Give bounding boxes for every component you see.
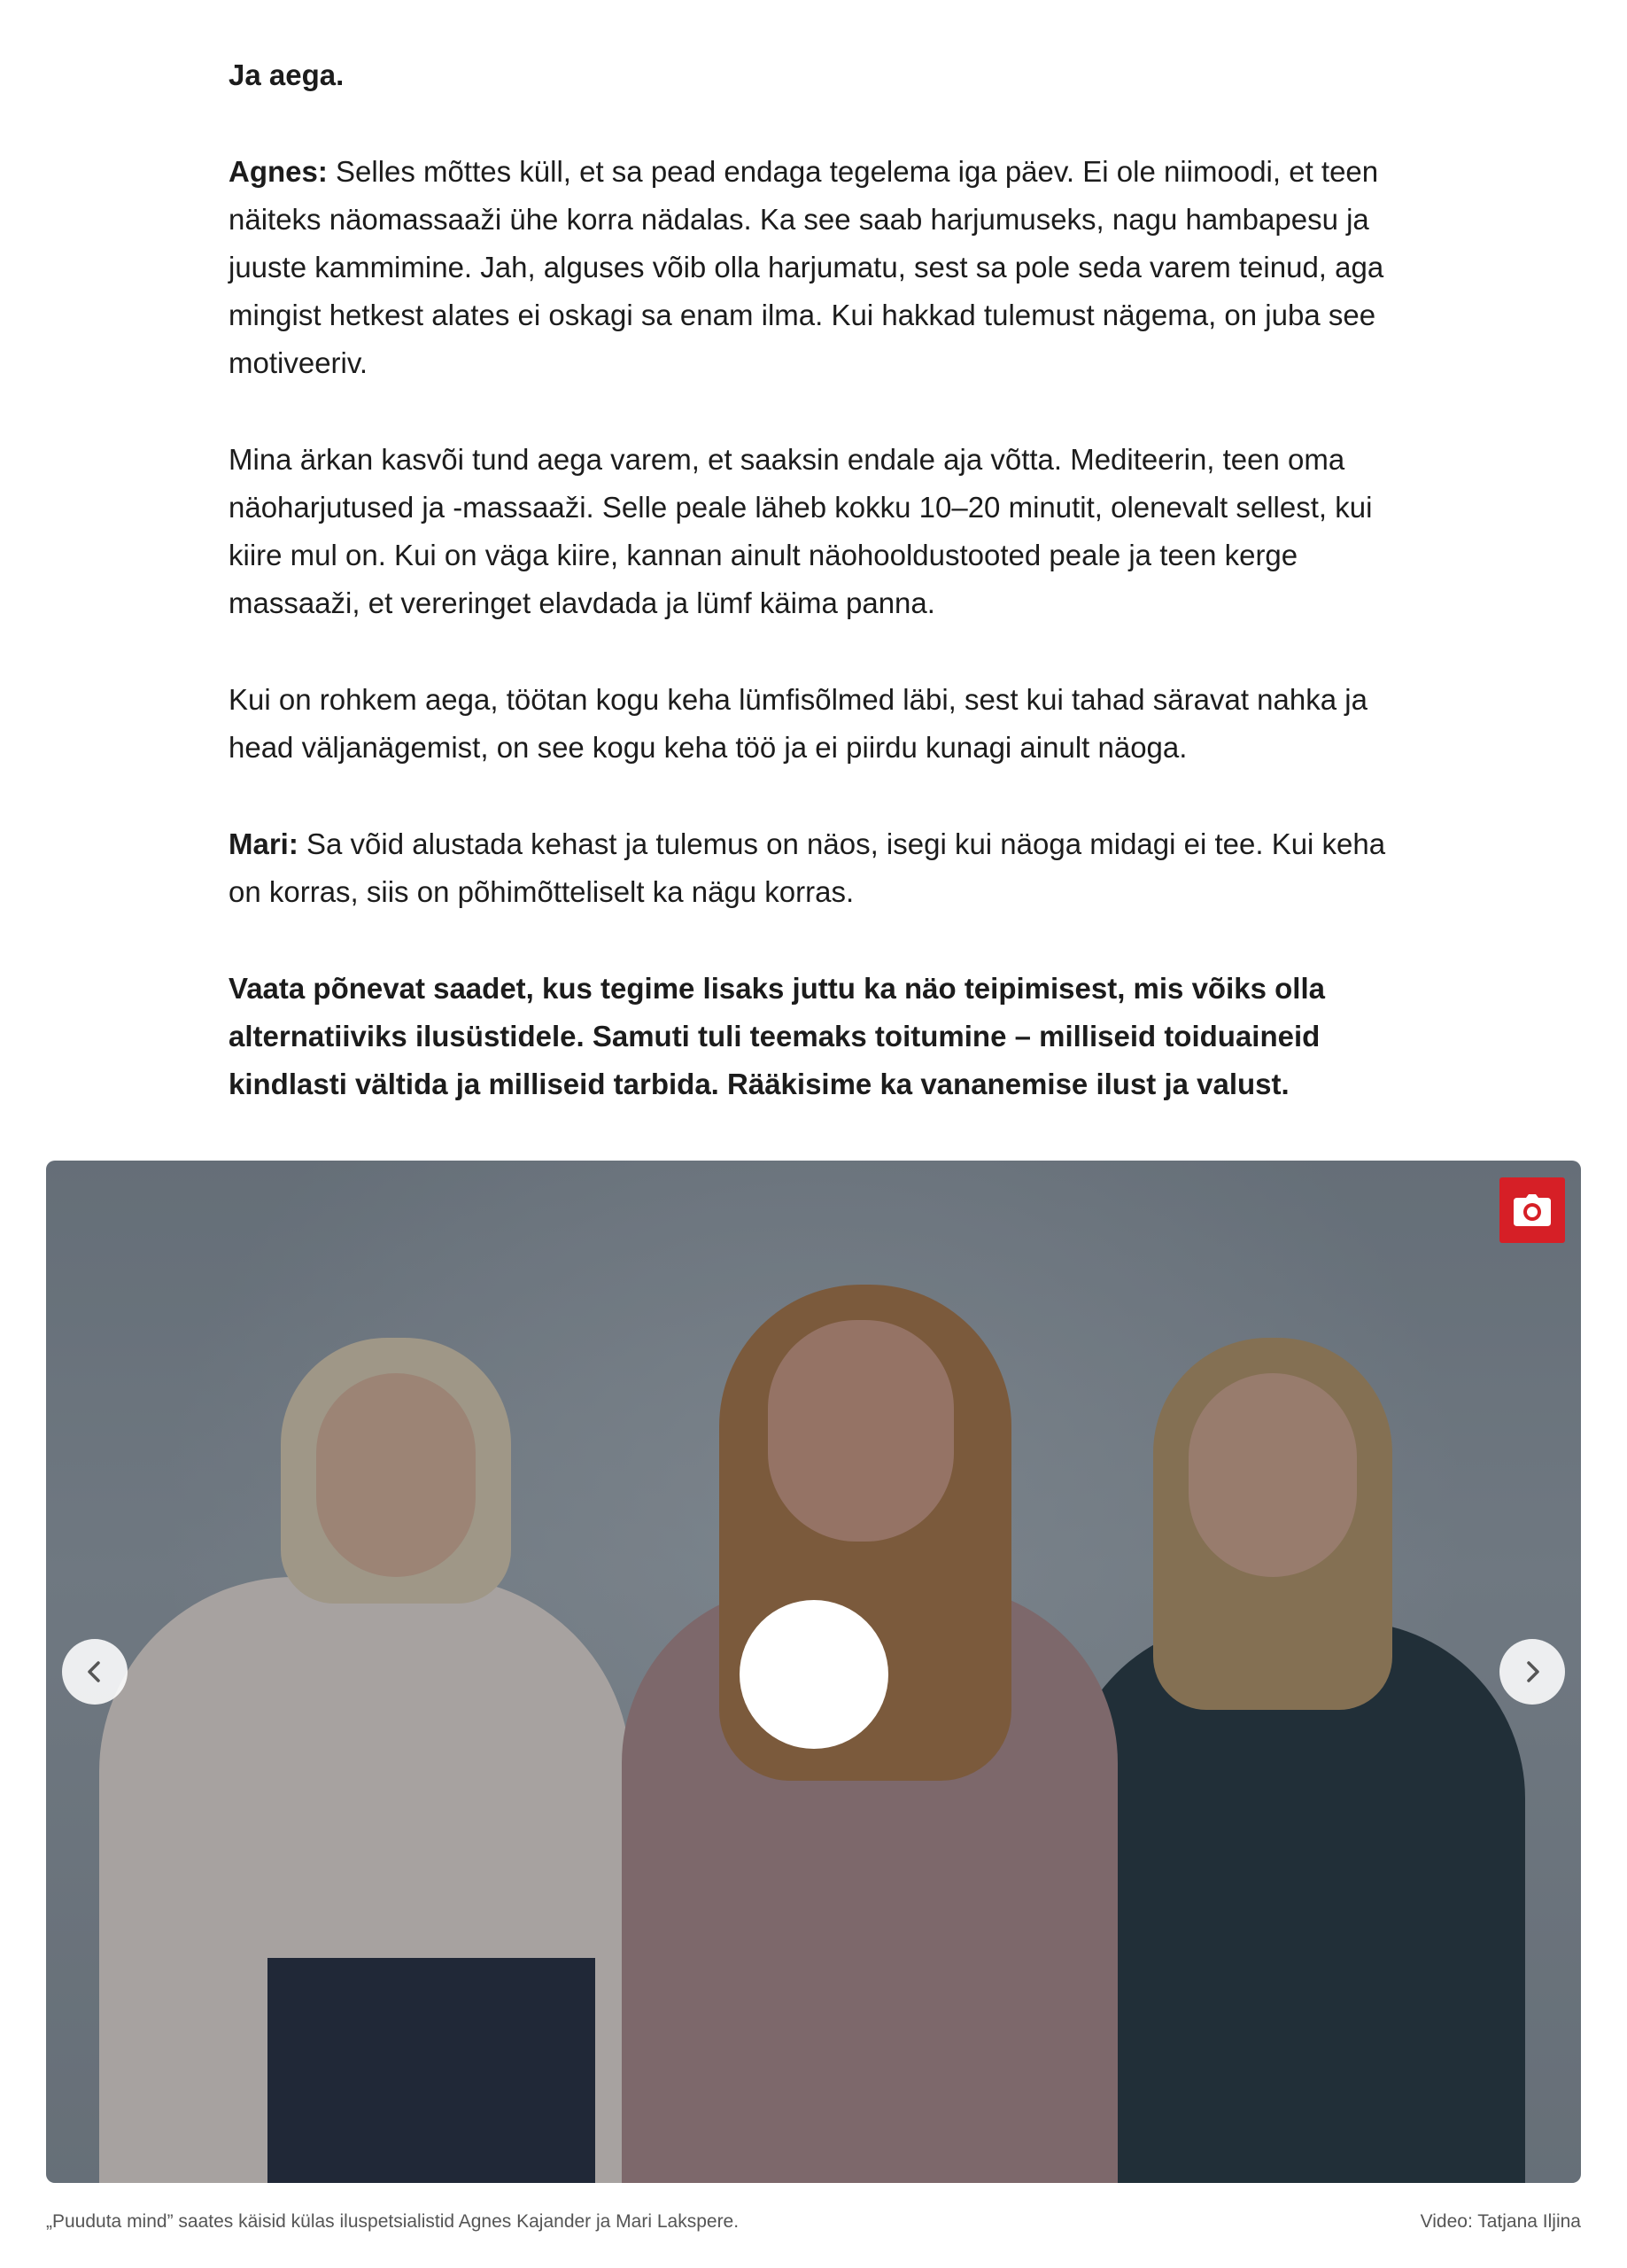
- speaker-mari: Mari:: [229, 827, 298, 860]
- speaker-agnes: Agnes:: [229, 155, 328, 188]
- article-body: [229, 51, 1406, 1108]
- camera-icon-glyph: [1514, 1194, 1551, 1226]
- paragraph-agnes-text: Selles mõttes küll, et sa pead endaga tegelema iga päev. Ei ole niimoodi, et teen näiteks näomassaaži ühe korra nädalas. Ka see saab harjumuseks, nagu hambapesu ja juuste kammimine. Jah, alguses võib olla harjumatu, sest sa pole seda varem teinud, aga mingist hetkest alates ei oskagi sa enam ilma. Kui hakkad tulemust nägema, on juba see motiveeriv.: [229, 155, 1384, 379]
- paragraph-agnes: [229, 148, 1406, 387]
- paragraph-lymph: Kui on rohkem aega, töötan kogu keha lümfisõlmed läbi, sest kui tahad säravat nahka ja head väljanägemist, on see kogu keha töö ja ei piirdu kunagi ainult näoga.: [229, 683, 1367, 764]
- paragraph-mari-text: Sa võid alustada kehast ja tulemus on näos, isegi kui näoga midagi ei tee. Kui keha on korras, siis on põhimõtteliselt ka nägu korras.: [229, 827, 1386, 908]
- media-credit: Video: Tatjana Iljina: [1420, 2211, 1581, 2232]
- paragraph-watch-cta: Vaata põnevat saadet, kus tegime lisaks juttu ka näo teipimisest, mis võiks olla alternatiiviks ilusüstidele. Samuti tuli teemaks toitumine – milliseid toiduaineid kindlasti vältida ja milliseid tarbida. Rääkisime ka vananemise ilust ja valust.: [229, 972, 1325, 1100]
- paragraph-mari: [229, 820, 1406, 916]
- chevron-left-icon[interactable]: [62, 1639, 128, 1705]
- media-caption-row: [46, 2211, 1581, 2233]
- play-button[interactable]: [740, 1600, 888, 1749]
- paragraph-question: Ja aega.: [229, 58, 345, 91]
- chevron-left-glyph: [81, 1658, 108, 1685]
- chevron-right-icon[interactable]: [1499, 1639, 1565, 1705]
- video-gallery[interactable]: [46, 1161, 1581, 2183]
- paragraph-morning-routine: Mina ärkan kasvõi tund aega varem, et saaksin endale aja võtta. Mediteerin, teen oma näoharjutused ja -massaaži. Selle peale läheb kokku 10–20 minutit, olenevalt sellest, kui kiire mul on. Kui on väga kiire, kannan ainult näohooldustooted peale ja teen kerge massaaži, et vereringet elavdada ja lümf käima panna.: [229, 443, 1373, 619]
- camera-icon[interactable]: [1499, 1177, 1565, 1243]
- media-caption: „Puuduta mind” saates käisid külas iluspetsialistid Agnes Kajander ja Mari Lakspere.: [46, 2211, 740, 2232]
- chevron-right-glyph: [1519, 1658, 1546, 1685]
